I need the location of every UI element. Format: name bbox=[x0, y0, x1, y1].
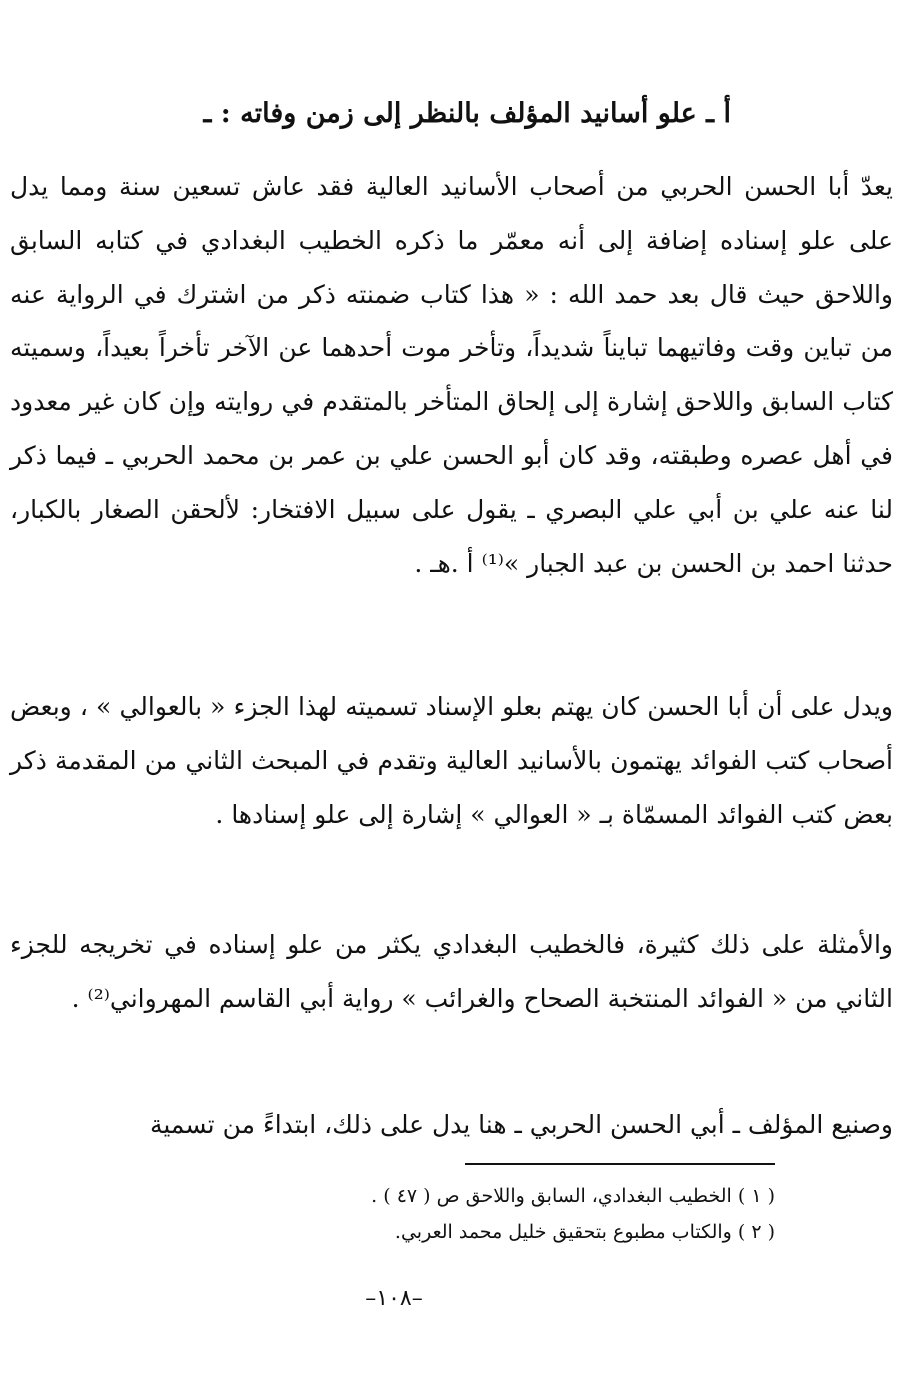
footnote-1: ( ١ ) الخطيب البغدادي، السابق واللاحق ص ( ٤٧ ) . bbox=[371, 1185, 775, 1207]
paragraph-4: وصنيع المؤلف ـ أبي الحسن الحربي ـ هنا يدل على ذلك، ابتداءً من تسمية bbox=[149, 1110, 893, 1139]
footnotes-list bbox=[135, 1178, 775, 1250]
footnote-divider bbox=[465, 1163, 775, 1165]
paragraph-2: ويدل على أن أبا الحسن كان يهتم بعلو الإسناد تسميته لهذا الجزء « بالعوالي » ، وبعض أصحاب كتب الفوائد يهتمون بالأسانيد العالية وتقدم في المبحث الثاني من المقدمة ذكر بعض كتب الفوائد المسمّاة بـ « العوالي » إشارة إلى علو إسنادها . bbox=[10, 692, 893, 829]
paragraph-1: يعدّ أبا الحسن الحربي من أصحاب الأسانيد العالية فقد عاش تسعين سنة ومما يدل على علو إسناده إضافة إلى أنه معمّر ما ذكره الخطيب البغدادي في كتابه السابق واللاحق حيث قال بعد حمد الله : « هذا كتاب ضمنته ذكر من اشترك في الرواية عنه من تباين وقت وفاتيهما تبايناً شديداً، وتأخر موت أحدهما عن الآخر تأخراً بعيداً، وسميته كتاب السابق واللاحق إشارة إلى إلحاق المتأخر بالمتقدم في روايته وإن كان غير معدود في أهل عصره وطبقته، وقد كان أبو الحسن علي بن عمر بن محمد الحربي ـ فيما ذكر لنا عنه علي بن أبي علي البصري ـ يقول على سبيل الافتخار: لألحقن الصغار بالكبار، حدثنا احمد بن الحسن بن عبد الجبار »⁽¹⁾ أ .هـ . bbox=[10, 172, 893, 578]
paragraph-3: والأمثلة على ذلك كثيرة، فالخطيب البغدادي يكثر من علو إسناده في تخريجه للجزء الثاني من « الفوائد المنتخبة الصحاح والغرائب » رواية أبي القاسم المهرواني⁽²⁾ . bbox=[10, 930, 893, 1013]
section-heading: أ ـ علو أسانيد المؤلف بالنظر إلى زمن وفاته : ـ bbox=[203, 98, 731, 129]
footnote-2: ( ٢ ) والكتاب مطبوع بتحقيق خليل محمد العربي. bbox=[394, 1221, 775, 1243]
page-number: –١٠٨– bbox=[365, 1286, 423, 1311]
